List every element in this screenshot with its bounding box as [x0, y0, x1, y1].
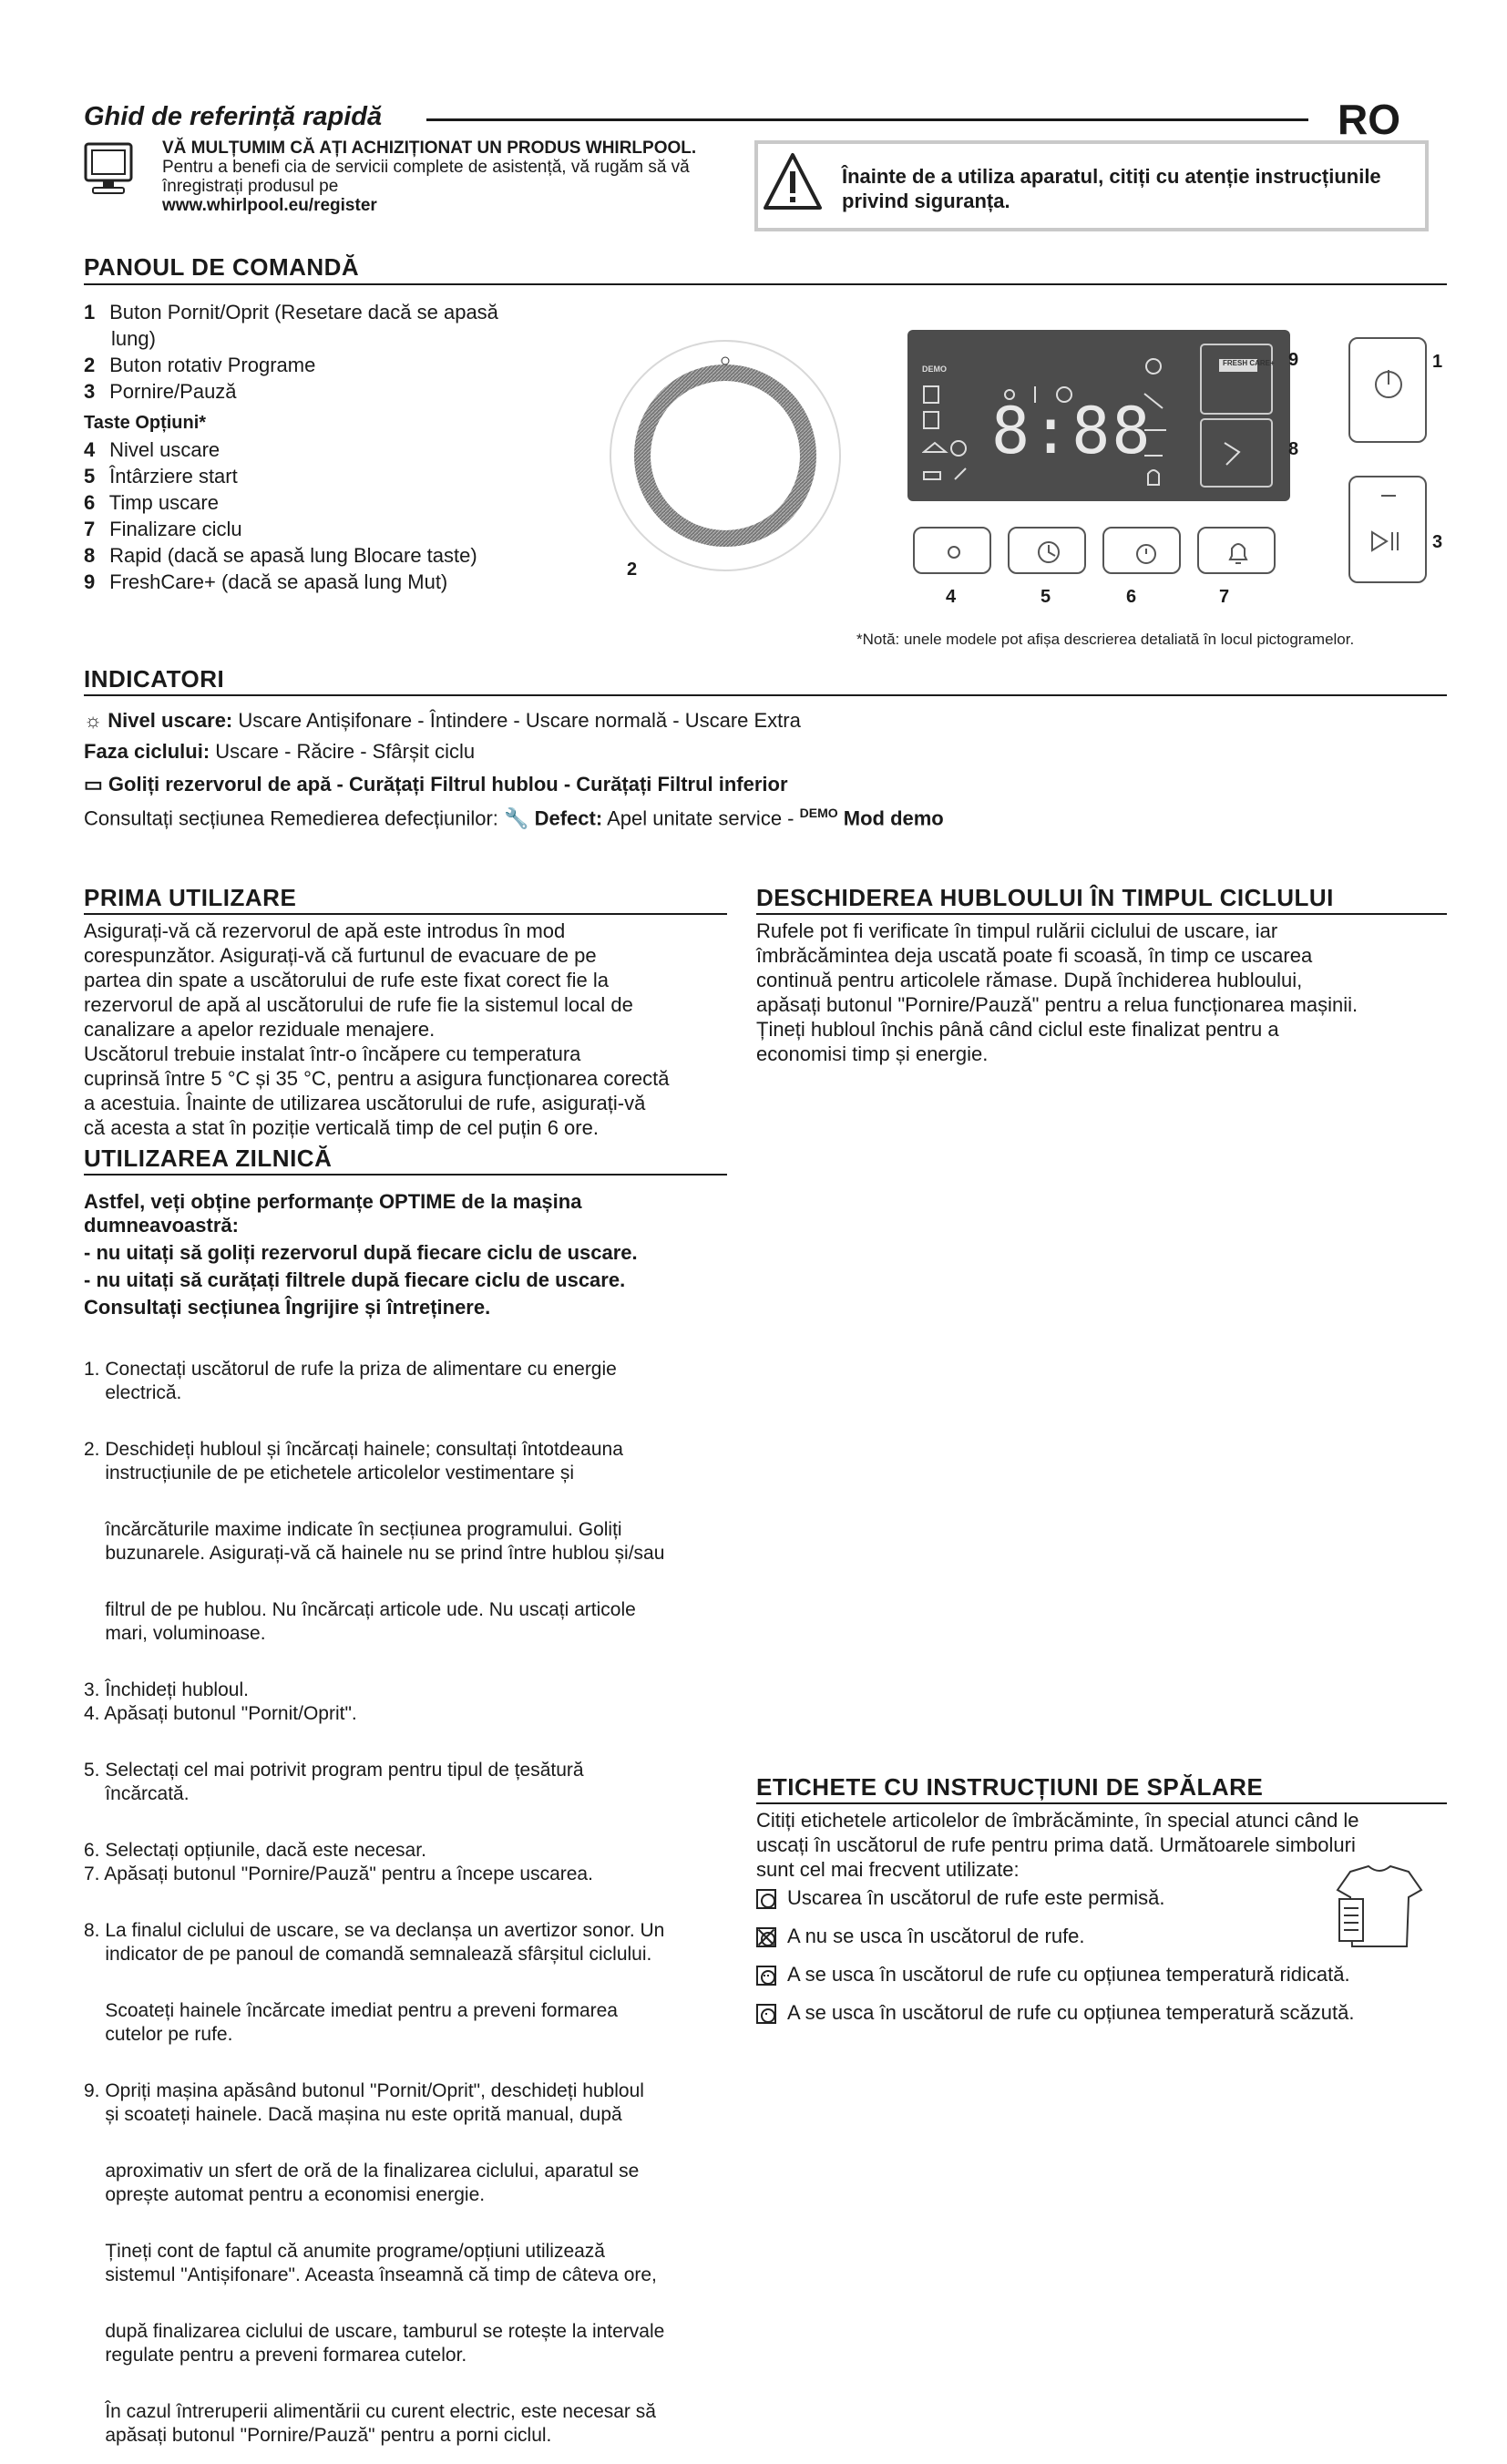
list-item: 3 Pornire/Pauză — [84, 380, 237, 403]
water-tank-icon: ▭ — [84, 773, 103, 796]
label-7: 7 — [1219, 587, 1230, 607]
list-item: 4 Nivel uscare — [84, 438, 220, 461]
indicator-dryness-level: ☼ Nivel uscare: Uscare Antișifonare - Întindere - Uscare normală - Uscare Extra — [84, 709, 801, 732]
daily-use-title: UTILIZAREA ZILNICĂ — [84, 1145, 333, 1172]
thanks-headline: VĂ MULȚUMIM CĂ AȚI ACHIZIȚIONAT UN PRODUS WHIRLPOOL. — [162, 139, 697, 158]
display-digits: 8:88 — [991, 394, 1153, 468]
control-display — [907, 330, 1290, 501]
safety-warning-text: Înainte de a utiliza aparatul, citiți cu atenție instrucțiunile privind siguranța. — [842, 165, 1381, 212]
timer-icon — [1104, 529, 1183, 576]
label-8: 8 — [1288, 439, 1299, 459]
display-icons-right — [1126, 357, 1190, 494]
tshirt-label-icon — [1332, 1863, 1427, 1954]
label-3: 3 — [1432, 532, 1443, 552]
clock-icon — [1010, 529, 1088, 576]
indicator-maintenance: ▭ Goliți rezervorul de apă - Curățați Filtrul hublou - Curățați Filtrul inferior — [84, 773, 788, 796]
first-use-rule — [84, 913, 727, 915]
register-link[interactable]: www.whirlpool.eu/register — [162, 196, 377, 215]
symbol-low-temp: A se usca în uscătorul de rufe cu opțiunea temperatură scăzută. — [756, 2001, 1354, 2025]
tumble-dry-icon — [756, 1889, 776, 1909]
thanks-body: Pentru a benefi cia de servicii complete de asistență, vă rugăm să vă înregistrați produsul pe — [162, 158, 690, 196]
no-tumble-dry-icon — [756, 1927, 776, 1947]
end-cycle-button[interactable] — [1197, 527, 1276, 574]
door-opening-text: Rufele pot fi verificate în timpul rulării ciclului de uscare, iar îmbrăcămintea deja uscată poate fi scoasă, în timp ce uscarea continuă pentru articolele rămase. După închiderea hubloului, apăsați butonul "Pornire/Pauză" pentru a relua funcționarea mașinii. Țineți hubloul închis până când ciclul este finalizat pentru a economisi timp și energie. — [756, 919, 1358, 1065]
label-6: 6 — [1126, 587, 1137, 607]
computer-monitor-icon — [84, 142, 133, 199]
indicators-rule — [84, 694, 1447, 696]
list-item: 1 Buton Pornit/Oprit (Resetare dacă se apasă — [84, 301, 498, 323]
dryness-level-button[interactable] — [913, 527, 991, 574]
tumble-dry-low-icon — [756, 2004, 776, 2024]
header-rule — [426, 118, 1308, 121]
list-item: 2 Buton rotativ Programe — [84, 354, 316, 376]
list-item: 8 Rapid (dacă se apasă lung Blocare taste) — [84, 544, 477, 567]
display-icons-top — [999, 385, 1099, 405]
door-opening-rule — [756, 913, 1447, 915]
thanks-block — [162, 139, 745, 215]
indicator-fault: Consultați secțiunea Remedierea defecțiunilor: 🔧 Defect: Apel unitate service - $^{DEMO}$ Mod demo — [84, 806, 944, 830]
bell-icon — [1199, 529, 1277, 576]
fresh-care-label: FRESH CARE+ — [1223, 359, 1275, 367]
control-panel-list — [84, 299, 558, 595]
delay-start-button[interactable] — [1008, 527, 1086, 574]
tumble-dry-high-icon — [756, 1966, 776, 1986]
wash-labels-rule — [756, 1802, 1447, 1804]
label-1: 1 — [1432, 352, 1443, 372]
warning-triangle-icon — [762, 151, 824, 211]
first-use-title: PRIMA UTILIZARE — [84, 884, 297, 911]
label-5: 5 — [1041, 587, 1051, 607]
control-panel-rule — [84, 283, 1447, 285]
list-item: 5 Întârziere start — [84, 465, 238, 488]
list-item: 9 FreshCare+ (dacă se apasă lung Mut) — [84, 570, 448, 593]
dry-time-button[interactable] — [1102, 527, 1181, 574]
model-note: *Notă: unele modele pot afișa descrierea detaliată în locul pictogramelor. — [856, 631, 1355, 648]
power-button[interactable] — [1348, 337, 1427, 443]
start-pause-button[interactable] — [1348, 476, 1427, 583]
wash-labels-title: ETICHETE CU INSTRUCȚIUNI DE SPĂLARE — [756, 1773, 1264, 1801]
indicator-cycle-phase: Faza ciclului: Uscare - Răcire - Sfârșit ciclu — [84, 740, 476, 763]
daily-use-intro: Astfel, veți obține performanțe OPTIME de la mașina dumneavoastră: - nu uitați să goliți rezervorul după fiecare ciclu de uscare. - nu uitați să curățați filtrele după fiecare ciclu de uscare. Consultați secțiunea Îngrijire și întreținere. — [84, 1190, 638, 1319]
wrench-icon: 🔧 — [504, 806, 529, 830]
door-opening-title: DESCHIDEREA HUBLOULUI ÎN TIMPUL CICLULUI — [756, 884, 1334, 911]
first-use-text: Asigurați-vă că rezervorul de apă este introdus în mod corespunzător. Asigurați-vă că furtunul de evacuare de pe partea din spate a uscătorului de rufe este fixat corect fie la rezervorul de apă al uscătorului de rufe fie la sistemul local de canalizare a apelor reziduale menajere. Uscătorul trebuie instalat într-o încăpere cu temperatura cuprinsă între 5 °C și 35 °C, pentru a asigura funcționarea corectă a acestuia. Înainte de utilizarea uscătorului de rufe, asigurați-vă că acesta a stat în poziție verticală timp de cel puțin 6 ore. — [84, 919, 670, 1139]
indicators-title: INDICATORI — [84, 665, 225, 693]
symbol-high-temp: A se usca în uscătorul de rufe cu opțiunea temperatură ridicată. — [756, 1963, 1350, 1987]
knob-number-label: 2 — [627, 560, 638, 580]
list-item: lung) — [111, 327, 156, 350]
wash-labels-text: Citiți etichetele articolelor de îmbrăcăminte, în special atunci când le uscați în uscătorul de rufe pentru prima dată. Următoarele simboluri sunt cel mai frecvent utilizate: — [756, 1809, 1359, 1881]
label-4: 4 — [946, 587, 957, 607]
program-knob[interactable] — [607, 337, 844, 574]
control-panel-title: PANOUL DE COMANDĂ — [84, 253, 360, 281]
list-item: 7 Finalizare ciclu — [84, 518, 242, 540]
sun-icon: ☼ — [84, 709, 103, 732]
symbol-no-tumble-dry: A nu se usca în uscătorul de rufe. — [756, 1925, 1085, 1948]
symbol-tumble-dry-allowed: Uscarea în uscătorul de rufe este permisă. — [756, 1886, 1165, 1910]
sun-icon — [915, 529, 993, 576]
display-demo-label: DEMO — [922, 364, 947, 374]
daily-use-steps: 1. Conectați uscătorul de rufe la priza de alimentare cu energie electrică. 2. Deschideți hubloul și încărcați hainele; consultați întotdeauna instrucțiunile de pe etichetele articolelor vestimentare și încărcăturile maxime indicate în secțiunea programului. Goliți buzunarele. Asigurați-vă că hainele nu se prind între hublou și/sau filtrul de pe hublou. Nu încărcați articole ude. Nu uscați articole mari, voluminoase. 3. Închideți hubloul. 4. Apăsați butonul "Pornit/Oprit". 5. Selectați cel mai potrivit program pentru tipul de țesătură încărcată. 6. Selectați opțiunile, dacă este necesar. 7. Apăsați butonul "Pornire/Pauză" pentru a începe uscarea. 8. La finalul ciclului de uscare, se va declanșa un avertizor sonor. Un indicator de pe panoul de comandă semnalează sfârșitul ciclului. Scoateți hainele încărcate imediat pentru a preveni formarea cutelor pe rufe. 9. Opriți mașina apăsând butonul "Pornit/Oprit", deschideți hubloul și scoateți hainele. Dacă mașina nu este oprită manual, după aproximativ un sfert de oră de la finalizarea ciclului, aparatul se oprește automat pentru a economisi energie. Țineți cont de faptul că anumite programe/opțiuni utilizează sistemul "Antișifonare". Aceasta înseamnă că timp de câteva ore, după finalizarea ciclului de uscare, tamburul se rotește la intervale regulate pentru a preveni formarea cutelor. În cazul întreruperii alimentării cu curent electric, este necesar să apăsați butonul "Pornire/Pauză" pentru a porni ciclul. — [84, 1359, 665, 2446]
page-title: Ghid de referință rapidă — [84, 102, 383, 131]
language-code: RO — [1338, 96, 1400, 143]
display-icons-left — [922, 385, 995, 485]
power-icon — [1350, 339, 1429, 445]
options-title: Taste Opțiuni* — [84, 413, 207, 433]
list-item: 6 Timp uscare — [84, 491, 219, 514]
play-pause-icon — [1350, 477, 1429, 585]
label-9: 9 — [1288, 350, 1299, 370]
daily-use-rule — [84, 1174, 727, 1176]
